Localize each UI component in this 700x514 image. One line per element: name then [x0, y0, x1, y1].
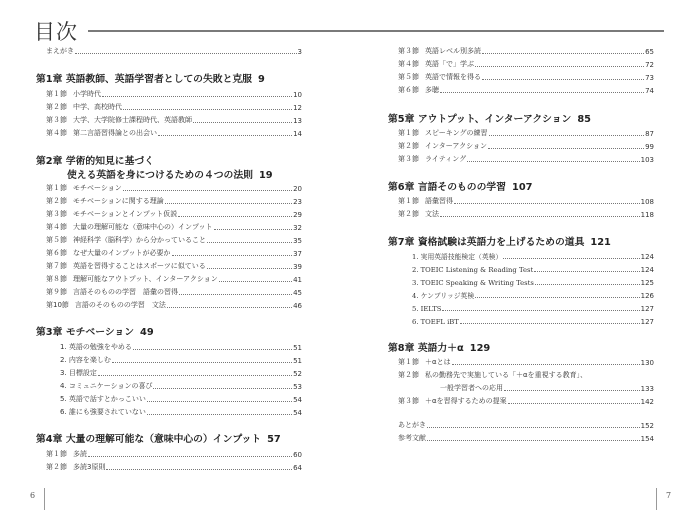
toc-entry[interactable]: 第２節 インターアクション 99: [398, 142, 654, 151]
page-number-right: 7: [666, 491, 672, 500]
toc-entry[interactable]: 第２節 中学、高校時代 12: [46, 103, 302, 112]
chapter-2-heading[interactable]: 第2章 学術的知見に基づく: [36, 156, 154, 167]
toc-entry[interactable]: 第３節 ＋αを習得するための提案 142: [398, 397, 654, 406]
toc-entry[interactable]: 第１節 ＋αとは 130: [398, 358, 654, 367]
toc-entry[interactable]: 1. 実用英語技能検定（英検） 124: [412, 253, 654, 261]
toc-entry[interactable]: 第５節 英語で情報を得る 73: [398, 73, 654, 82]
toc-entry[interactable]: 第３節 大学、大学院修士課程時代、英語教師 13: [46, 116, 302, 125]
toc-entry-continuation[interactable]: 一般学習者への応用 133: [440, 384, 654, 393]
toc-entry[interactable]: 4. ケンブリッジ英検 126: [412, 292, 654, 300]
toc-entry[interactable]: 第３節 英語レベル別多読 65: [398, 47, 654, 56]
toc-entry[interactable]: 第５節 神経科学（脳科学）から分かっていること 35: [46, 236, 302, 245]
toc-entry[interactable]: 第１節 スピーキングの練習 87: [398, 129, 654, 138]
toc-entry[interactable]: 第１節 語彙習得 108: [398, 197, 654, 206]
page-margin-tick-left: [44, 488, 45, 510]
toc-entry[interactable]: 5. 英語で話すとかっこいい 54: [60, 395, 302, 404]
toc-entry[interactable]: 6. TOEFL iBT 127: [412, 318, 654, 326]
toc-entry[interactable]: 3. TOEIC Speaking & Writing Tests 125: [412, 279, 654, 287]
toc-entry[interactable]: 4. コミュニケーションの喜び 53: [60, 382, 302, 391]
chapter-7-heading[interactable]: 第7章 資格試験は英語力を上げるための道具 121: [388, 237, 611, 248]
toc-entry[interactable]: 第２節 モチベーションに関する理論 23: [46, 197, 302, 206]
toc-entry[interactable]: 第８節 理解可能なアウトプット、インターアクション 41: [46, 275, 302, 284]
toc-entry[interactable]: 第４節 大量の理解可能な（意味中心の）インプット 32: [46, 223, 302, 232]
toc-entry-references[interactable]: 参考文献 154: [398, 434, 654, 443]
toc-entry[interactable]: 第10節 言語のそのものの学習 文法 46: [46, 301, 302, 310]
page-margin-tick-right: [656, 488, 657, 510]
toc-entry[interactable]: 第３節 ライティング 103: [398, 155, 654, 164]
toc-entry-afterword[interactable]: あとがき 152: [398, 421, 654, 430]
chapter-5-heading[interactable]: 第5章 アウトプット、インターアクション 85: [388, 114, 591, 125]
toc-entry[interactable]: 第６節 多聴 74: [398, 86, 654, 95]
toc-entry[interactable]: 第２節 文法 118: [398, 210, 654, 219]
toc-entry[interactable]: 第１節 モチベーション 20: [46, 184, 302, 193]
chapter-1-heading[interactable]: 第1章 英語教師、英語学習者としての失敗と克服 9: [36, 74, 265, 85]
toc-entry[interactable]: 第１節 多読 60: [46, 450, 302, 459]
chapter-2-subheading[interactable]: 使える英語を身につけるための４つの法則 19: [67, 170, 273, 181]
toc-entry[interactable]: 2. TOEIC Listening & Reading Test 124: [412, 266, 654, 274]
toc-entry[interactable]: 第４節 英語「で」学ぶ 72: [398, 60, 654, 69]
chapter-6-heading[interactable]: 第6章 言語そのものの学習 107: [388, 182, 533, 193]
toc-entry[interactable]: 2. 内容を楽しむ 51: [60, 356, 302, 365]
title-rule: [88, 30, 664, 32]
page-number-left: 6: [30, 491, 36, 500]
toc-entry[interactable]: 第２節 私の勤務先で実施している「＋αを重視する教育」、: [398, 371, 588, 379]
toc-entry[interactable]: 1. 英語の勉強をやめる 51: [60, 343, 302, 352]
chapter-4-heading[interactable]: 第4章 大量の理解可能な（意味中心の）インプット 57: [36, 434, 281, 445]
toc-entry[interactable]: 第３節 モチベーションとインプット仮説 29: [46, 210, 302, 219]
toc-entry[interactable]: 6. 誰にも強要されていない 54: [60, 408, 302, 417]
toc-entry[interactable]: 第２節 多読3原則 64: [46, 463, 302, 472]
page-title: 目次: [34, 20, 78, 44]
toc-entry[interactable]: 3. 目標設定 52: [60, 369, 302, 378]
toc-entry[interactable]: 第９節 言語そのものの学習 語彙の習得 45: [46, 288, 302, 297]
toc-entry[interactable]: 第６節 なぜ大量のインプットが必要か 37: [46, 249, 302, 258]
toc-entry[interactable]: 5. IELTS 127: [412, 305, 654, 313]
toc-entry-preface[interactable]: まえがき 3: [46, 47, 302, 56]
toc-entry[interactable]: 第１節 小学時代 10: [46, 90, 302, 99]
chapter-3-heading[interactable]: 第3章 モチベーション 49: [36, 327, 154, 338]
chapter-8-heading[interactable]: 第8章 英語力＋α 129: [388, 343, 491, 354]
toc-entry[interactable]: 第４節 第二言語習得論との出会い 14: [46, 129, 302, 138]
toc-entry[interactable]: 第７節 英語を習得することはスポーツに似ている 39: [46, 262, 302, 271]
